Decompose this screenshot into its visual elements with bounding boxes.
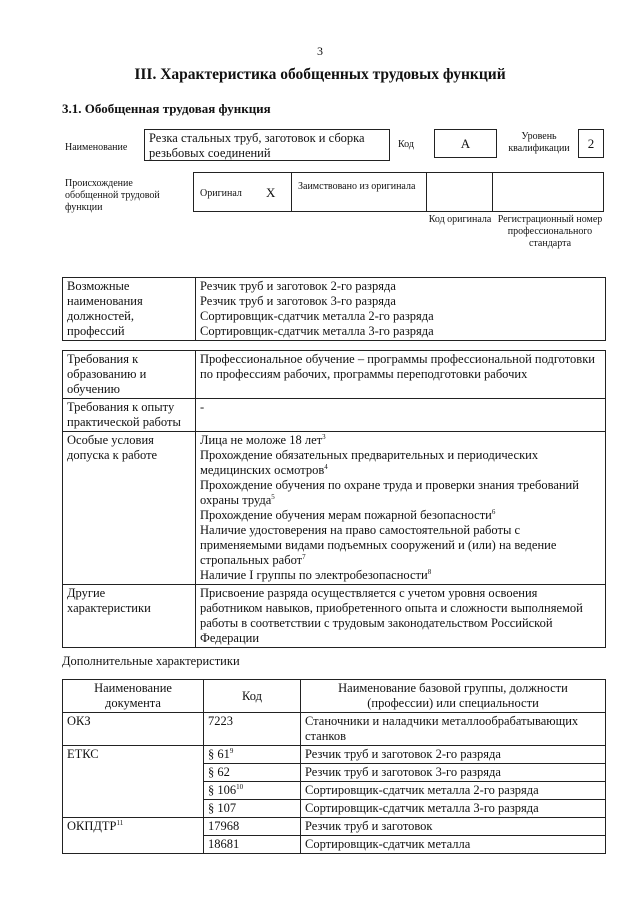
education-label: Требования к образованию и обучению [63,351,196,399]
col-code-header: Код [204,680,301,713]
other-value: Присвоение разряда осуществляется с учетом уровня освоения работником навыков, приобретенного опыта и сложности выполняемой работы в соответствии с трудовым законодательством Российской Федерации [196,585,606,648]
code-original-box [426,172,493,212]
code-value: A [460,136,471,151]
etks-name: Сортировщик-сдатчик металла 2-го разряда [301,782,606,800]
borrowed-label: Заимствовано из оригинала [298,181,416,192]
okz-doc: ОКЗ [63,713,204,746]
name-label: Наименование [65,142,128,153]
section-title: III. Характеристика обобщенных трудовых функций [134,66,506,83]
condition-item: Лица не моложе 18 лет$^3$ [200,432,326,447]
other-label: Другие характеристики [63,585,196,648]
etks-name: Резчик труб и заготовок 2-го разряда [301,746,606,764]
original-box [193,172,292,212]
etks-code: § 62 [204,764,301,782]
condition-item: Прохождение обучения мерам пожарной безопасности$^6$ [200,507,496,522]
position-item: Сортировщик-сдатчик металла 3-го разряда [200,324,434,338]
etks-name: Резчик труб и заготовок 3-го разряда [301,764,606,782]
condition-item: Прохождение обязательных предварительных и периодических медицинских осмотров$^4$ [200,448,539,477]
position-item: Резчик труб и заготовок 3-го разряда [200,294,396,308]
level-value: 2 [587,136,595,151]
condition-item: Наличие удостоверения на право самостоятельной работы с применяемыми видами подъемных сооружений и (или) на ведение стропальных работ$^7$ [200,523,557,567]
positions-table [62,277,606,341]
education-value: Профессиональное обучение – программы профессиональной подготовки по профессиям рабочих, программы переподготовки рабочих [196,351,606,399]
subsection-title: 3.1. Обобщенная трудовая функция [62,101,271,116]
etks-code: § $61^9$ [204,746,301,764]
okpdtr-code: 17968 [204,818,301,836]
conditions-list [196,432,606,585]
additional-table [62,679,606,854]
okpdtr-name: Резчик труб и заготовок [301,818,606,836]
positions-label: Возможные наименования должностей, профессий [63,278,196,341]
condition-item: Прохождение обучения по охране труда и проверки знания требований охраны труда$^5$ [200,478,579,507]
positions-list [196,278,606,341]
okpdtr-code: 18681 [204,836,301,854]
col-doc-header: Наименование документа [63,680,204,713]
position-item: Сортировщик-сдатчик металла 2-го разряда [200,309,434,323]
etks-code: § 107 [204,800,301,818]
reg-number-box [492,172,604,212]
code-label: Код [398,139,414,150]
okpdtr-name: Сортировщик-сдатчик металла [301,836,606,854]
conditions-label: Особые условия допуска к работе [63,432,196,585]
requirements-table [62,350,606,648]
original-label: Оригинал [200,188,242,199]
col-name-header: Наименование базовой группы, должности (профессии) или специальности [301,680,606,713]
position-item: Резчик труб и заготовок 2-го разряда [200,279,396,293]
page-number: 3 [317,44,323,58]
origin-label: Происхождение обобщенной трудовой функции [65,178,160,213]
original-mark: X [266,185,276,200]
reg-number-caption: Регистрационный номер профессионального стандарта [497,214,603,249]
additional-title: Дополнительные характеристики [62,654,240,668]
okpdtr-doc: ОКПДТР$^{11}$ [63,818,204,854]
name-value: Резка стальных труб, заготовок и сборка резьбовых соединений [149,131,365,160]
experience-label: Требования к опыту практической работы [63,399,196,432]
okz-code: 7223 [204,713,301,746]
level-value-box [578,129,604,158]
name-value-box [144,129,390,161]
borrowed-box [291,172,427,212]
code-value-box [434,129,497,158]
condition-item: Наличие I группы по электробезопасности$^8$ [200,567,432,582]
okz-name: Станочники и наладчики металлообрабатывающих станков [301,713,606,746]
etks-name: Сортировщик-сдатчик металла 3-го разряда [301,800,606,818]
code-original-caption: Код оригинала [428,214,492,225]
level-label: Уровень квалификации [508,131,570,154]
etks-doc: ЕТКС [63,746,204,818]
experience-value: - [196,399,606,432]
etks-code: § $106^{10}$ [204,782,301,800]
